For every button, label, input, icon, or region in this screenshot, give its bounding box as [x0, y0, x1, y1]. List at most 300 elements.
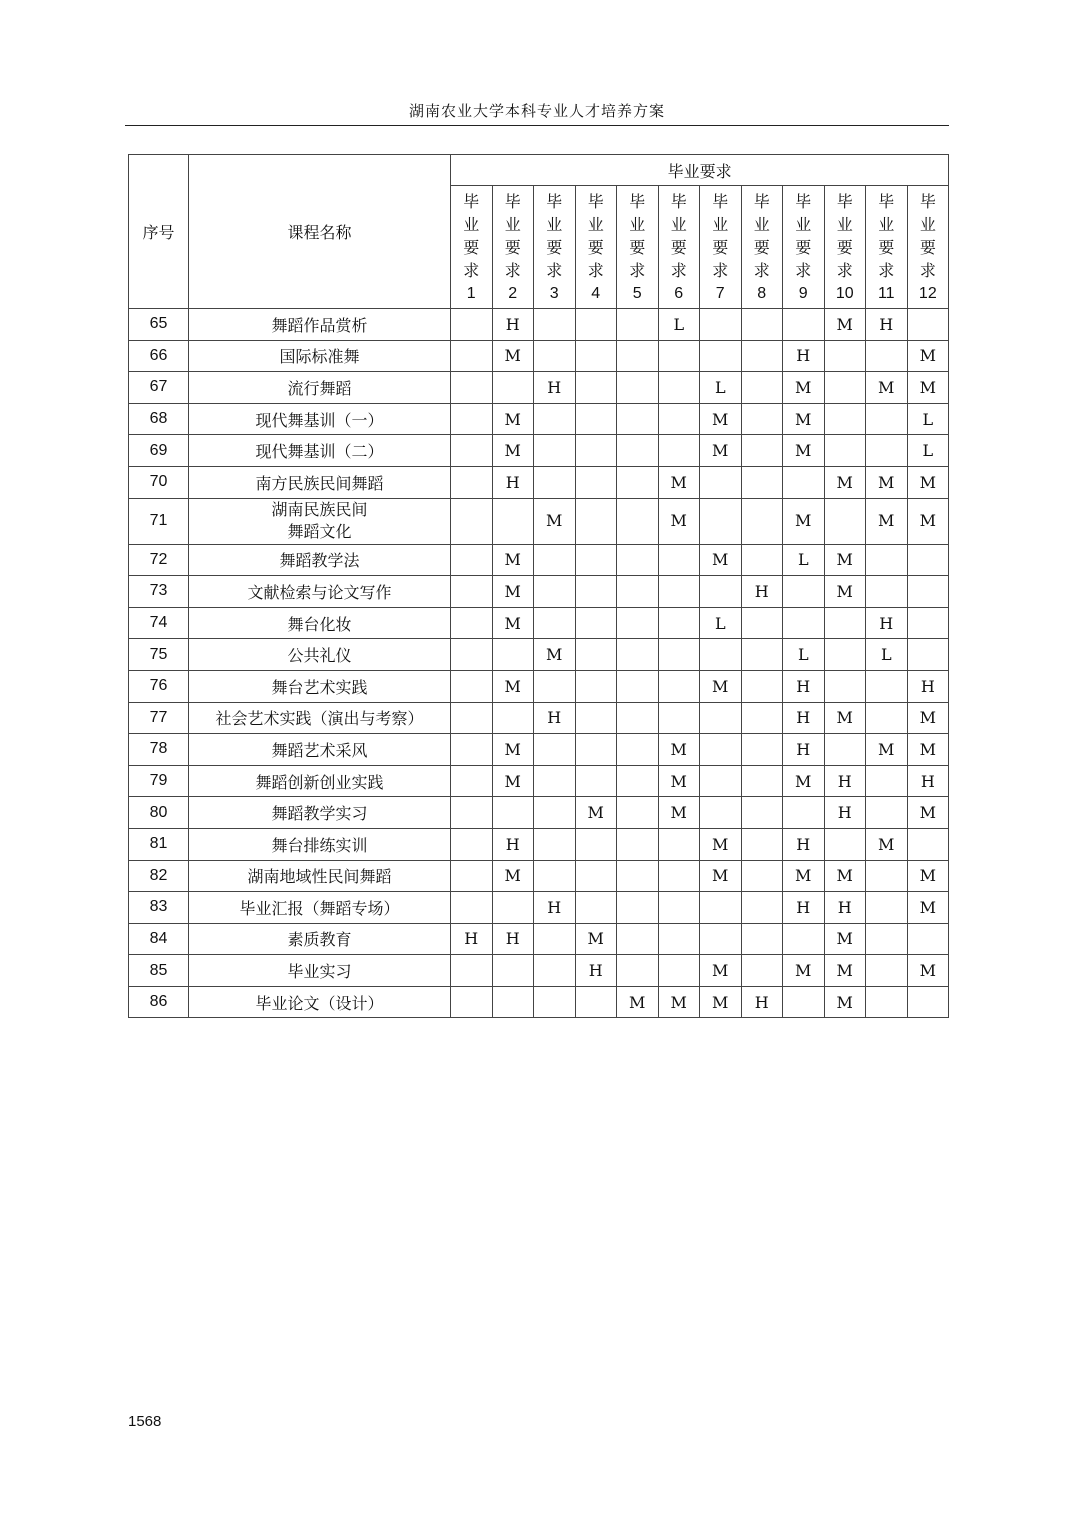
requirement-cell: M — [907, 466, 949, 498]
row-seq: 83 — [129, 892, 189, 924]
requirement-cell — [451, 860, 493, 892]
requirement-cell — [575, 372, 617, 404]
requirement-cell — [492, 892, 534, 924]
header-requirement-9 — [783, 186, 825, 309]
requirement-cell: H — [783, 340, 825, 372]
requirement-cell — [451, 435, 493, 467]
row-course-name — [189, 435, 451, 467]
table-row — [129, 765, 949, 797]
header-requirement-char: 业 — [670, 214, 687, 234]
row-course-name — [189, 892, 451, 924]
requirement-cell: M — [700, 544, 742, 576]
row-seq: 81 — [129, 828, 189, 860]
requirement-cell: H — [907, 765, 949, 797]
header-requirement-char: 要 — [629, 237, 646, 257]
requirement-cell — [783, 607, 825, 639]
header-requirement-number: 7 — [715, 284, 725, 302]
requirement-cell: M — [907, 702, 949, 734]
requirement-cell — [700, 734, 742, 766]
row-seq: 65 — [129, 309, 189, 341]
requirement-cell — [658, 639, 700, 671]
requirement-cell: M — [575, 797, 617, 829]
requirement-cell — [534, 923, 576, 955]
requirement-cell — [617, 639, 659, 671]
requirement-cell — [907, 544, 949, 576]
requirement-cell: M — [658, 498, 700, 544]
header-requirement-10 — [824, 186, 866, 309]
row-seq: 70 — [129, 466, 189, 498]
header-requirement-char: 毕 — [504, 191, 521, 211]
header-requirement-number: 8 — [757, 284, 767, 302]
requirement-cell: M — [658, 765, 700, 797]
requirement-cell — [783, 309, 825, 341]
header-requirement-char: 要 — [753, 237, 770, 257]
requirement-cell — [866, 576, 908, 608]
row-seq: 85 — [129, 955, 189, 987]
header-requirement-char: 要 — [463, 237, 480, 257]
course-name-line: 毕业实习 — [287, 962, 352, 982]
requirement-cell — [451, 466, 493, 498]
requirement-cell — [534, 860, 576, 892]
requirement-cell: H — [575, 955, 617, 987]
requirement-cell — [534, 576, 576, 608]
requirement-cell — [534, 955, 576, 987]
requirement-cell: M — [658, 466, 700, 498]
header-requirement-8 — [741, 186, 783, 309]
requirement-cell — [658, 372, 700, 404]
course-name-line: 毕业论文（设计） — [255, 993, 384, 1013]
requirement-cell — [741, 860, 783, 892]
header-requirement-char: 求 — [504, 260, 521, 280]
requirement-cell — [741, 797, 783, 829]
requirement-cell — [700, 639, 742, 671]
header-requirement-char: 业 — [629, 214, 646, 234]
requirement-cell: M — [824, 576, 866, 608]
row-course-name — [189, 734, 451, 766]
header-requirement-char: 业 — [587, 214, 604, 234]
requirement-cell: H — [534, 892, 576, 924]
requirement-cell — [617, 576, 659, 608]
requirement-cell: M — [534, 498, 576, 544]
requirement-cell — [534, 607, 576, 639]
row-seq: 73 — [129, 576, 189, 608]
requirement-cell — [741, 309, 783, 341]
row-course-name — [189, 466, 451, 498]
header-requirement-number: 6 — [674, 284, 684, 302]
requirement-cell: M — [492, 576, 534, 608]
requirement-cell — [451, 955, 493, 987]
header-requirement-char: 业 — [753, 214, 770, 234]
requirement-cell — [658, 576, 700, 608]
table-row — [129, 544, 949, 576]
requirement-cell — [658, 607, 700, 639]
requirement-cell — [783, 923, 825, 955]
row-seq: 76 — [129, 670, 189, 702]
requirement-cell — [741, 340, 783, 372]
header-requirement-char: 求 — [878, 260, 895, 280]
requirement-cell: M — [700, 986, 742, 1018]
header-requirement-char: 毕 — [670, 191, 687, 211]
requirement-cell — [907, 607, 949, 639]
requirement-cell — [534, 309, 576, 341]
requirement-cell — [451, 892, 493, 924]
course-name-line: 湖南民族民间 — [271, 500, 368, 520]
header-requirement-char: 求 — [712, 260, 729, 280]
header-requirement-char: 毕 — [795, 191, 812, 211]
requirement-cell — [534, 544, 576, 576]
header-requirement-number: 1 — [466, 284, 476, 302]
requirement-cell: L — [783, 544, 825, 576]
header-seq: 序号 — [129, 155, 189, 309]
header-requirement-char: 业 — [546, 214, 563, 234]
running-header: 湖南农业大学本科专业人才培养方案 — [408, 102, 665, 120]
requirement-cell: M — [783, 765, 825, 797]
requirement-cell: M — [492, 340, 534, 372]
requirement-cell: M — [907, 340, 949, 372]
table-row — [129, 828, 949, 860]
requirement-cell: M — [824, 544, 866, 576]
course-name-line: 舞蹈教学法 — [279, 551, 360, 571]
requirement-cell — [492, 797, 534, 829]
requirement-cell — [617, 702, 659, 734]
requirement-cell: M — [866, 828, 908, 860]
requirement-cell — [866, 892, 908, 924]
header-requirement-char: 毕 — [712, 191, 729, 211]
requirement-cell: L — [783, 639, 825, 671]
row-seq: 69 — [129, 435, 189, 467]
requirement-cell — [866, 435, 908, 467]
table-row — [129, 403, 949, 435]
table-row — [129, 466, 949, 498]
table-row — [129, 955, 949, 987]
requirement-cell — [824, 403, 866, 435]
requirement-cell: H — [783, 892, 825, 924]
requirement-cell — [534, 734, 576, 766]
requirement-cell: M — [492, 607, 534, 639]
course-name-line: 南方民族民间舞蹈 — [255, 473, 384, 493]
requirement-cell: M — [700, 403, 742, 435]
course-name-line: 公共礼仪 — [287, 646, 352, 666]
row-course-name — [189, 670, 451, 702]
table-row — [129, 607, 949, 639]
requirement-cell — [866, 340, 908, 372]
requirement-cell — [451, 670, 493, 702]
header-requirement-char: 求 — [670, 260, 687, 280]
requirement-cell: H — [866, 607, 908, 639]
requirement-cell — [783, 797, 825, 829]
requirement-cell — [492, 372, 534, 404]
requirement-cell: H — [866, 309, 908, 341]
requirement-cell — [575, 765, 617, 797]
header-requirement-char: 求 — [546, 260, 563, 280]
header-requirement-char: 求 — [795, 260, 812, 280]
requirement-cell — [824, 670, 866, 702]
course-name-line: 国际标准舞 — [279, 347, 360, 367]
requirement-cell: M — [907, 892, 949, 924]
requirement-cell: H — [492, 466, 534, 498]
requirement-cell — [617, 797, 659, 829]
table-row — [129, 923, 949, 955]
requirement-cell — [741, 435, 783, 467]
requirement-cell: M — [492, 765, 534, 797]
requirement-cell — [534, 435, 576, 467]
requirement-cell — [492, 498, 534, 544]
requirement-cell — [658, 860, 700, 892]
requirement-cell — [866, 702, 908, 734]
requirement-cell — [617, 403, 659, 435]
requirement-cell — [741, 765, 783, 797]
requirement-cell — [617, 828, 659, 860]
requirement-cell — [534, 670, 576, 702]
requirement-cell — [658, 892, 700, 924]
requirement-cell: H — [907, 670, 949, 702]
requirement-cell — [534, 340, 576, 372]
header-requirement-5 — [617, 186, 659, 309]
row-course-name — [189, 544, 451, 576]
header-requirement-number: 5 — [632, 284, 642, 302]
requirement-cell: M — [783, 860, 825, 892]
requirement-cell: M — [824, 986, 866, 1018]
requirement-cell — [907, 828, 949, 860]
row-course-name — [189, 797, 451, 829]
requirement-cell — [824, 498, 866, 544]
requirement-cell — [658, 340, 700, 372]
requirement-cell — [824, 734, 866, 766]
requirement-cell — [866, 923, 908, 955]
requirement-cell: M — [534, 639, 576, 671]
requirement-cell — [866, 544, 908, 576]
requirement-cell: M — [783, 955, 825, 987]
requirement-cell — [617, 765, 659, 797]
requirement-cell — [658, 670, 700, 702]
requirement-cell — [783, 576, 825, 608]
header-requirement-char: 要 — [795, 237, 812, 257]
requirement-cell — [451, 828, 493, 860]
row-course-name — [189, 576, 451, 608]
row-seq: 75 — [129, 639, 189, 671]
requirement-cell — [451, 734, 493, 766]
header-requirement-char: 业 — [878, 214, 895, 234]
header-requirement-char: 要 — [712, 237, 729, 257]
requirement-cell — [575, 986, 617, 1018]
requirement-cell — [492, 986, 534, 1018]
requirement-cell: M — [700, 860, 742, 892]
requirement-cell — [492, 955, 534, 987]
requirement-cell: M — [700, 955, 742, 987]
requirement-cell — [617, 466, 659, 498]
header-requirement-11 — [866, 186, 908, 309]
requirement-cell: M — [617, 986, 659, 1018]
course-name-line: 流行舞蹈 — [287, 378, 352, 398]
requirement-cell: M — [492, 544, 534, 576]
requirement-cell: H — [492, 309, 534, 341]
row-course-name — [189, 403, 451, 435]
header-requirement-number: 4 — [591, 284, 601, 302]
requirement-cell: M — [824, 860, 866, 892]
header-requirement-char: 业 — [836, 214, 853, 234]
requirement-cell: M — [658, 986, 700, 1018]
requirement-cell — [741, 498, 783, 544]
header-requirement-char: 业 — [919, 214, 936, 234]
requirement-cell: M — [492, 435, 534, 467]
header-requirement-char: 毕 — [629, 191, 646, 211]
requirement-cell — [575, 892, 617, 924]
requirement-cell — [907, 639, 949, 671]
requirement-cell — [907, 309, 949, 341]
header-requirement-6 — [658, 186, 700, 309]
header-requirement-char: 毕 — [753, 191, 770, 211]
requirement-cell — [700, 498, 742, 544]
header-requirement-char: 业 — [504, 214, 521, 234]
requirement-cell: M — [907, 860, 949, 892]
requirement-cell: M — [492, 734, 534, 766]
course-name-line: 舞台化妆 — [287, 614, 352, 634]
requirement-cell — [866, 860, 908, 892]
requirement-cell: H — [783, 734, 825, 766]
row-course-name — [189, 607, 451, 639]
requirement-cell: M — [658, 734, 700, 766]
requirement-cell — [783, 986, 825, 1018]
header-requirement-7 — [700, 186, 742, 309]
requirement-cell: M — [824, 955, 866, 987]
header-requirement-char: 毕 — [836, 191, 853, 211]
requirement-cell — [866, 765, 908, 797]
row-course-name — [189, 955, 451, 987]
requirement-cell: M — [907, 372, 949, 404]
table-row — [129, 734, 949, 766]
requirement-cell — [451, 340, 493, 372]
header-requirement-number: 9 — [798, 284, 808, 302]
requirement-cell — [451, 403, 493, 435]
course-name-line: 舞蹈创新创业实践 — [255, 772, 384, 792]
header-requirement-char: 求 — [919, 260, 936, 280]
requirement-cell — [575, 860, 617, 892]
course-name-line: 湖南地域性民间舞蹈 — [247, 867, 392, 887]
header-requirement-char: 毕 — [878, 191, 895, 211]
requirement-cell — [575, 828, 617, 860]
requirement-cell: M — [783, 372, 825, 404]
row-seq: 84 — [129, 923, 189, 955]
requirement-cell — [907, 923, 949, 955]
requirement-cell — [658, 435, 700, 467]
header-course-name: 课程名称 — [189, 155, 451, 309]
requirement-cell — [451, 797, 493, 829]
table-row — [129, 309, 949, 341]
header-requirements-group: 毕业要求 — [451, 155, 949, 186]
course-name-line: 毕业汇报（舞蹈专场） — [239, 898, 400, 918]
requirement-cell — [617, 955, 659, 987]
requirement-cell: M — [700, 828, 742, 860]
requirement-cell — [741, 892, 783, 924]
requirement-cell: H — [824, 765, 866, 797]
row-course-name — [189, 309, 451, 341]
course-name-line: 现代舞基训（一） — [255, 410, 384, 430]
header-requirement-3 — [534, 186, 576, 309]
header-requirement-char: 求 — [463, 260, 480, 280]
requirement-cell — [575, 576, 617, 608]
requirement-cell — [451, 372, 493, 404]
requirement-cell — [617, 498, 659, 544]
header-requirement-number: 10 — [835, 284, 854, 302]
requirement-cell — [741, 734, 783, 766]
header-requirement-char: 要 — [546, 237, 563, 257]
requirement-cell: H — [534, 372, 576, 404]
requirement-cell — [575, 466, 617, 498]
requirement-cell — [700, 765, 742, 797]
row-course-name — [189, 702, 451, 734]
requirement-cell — [741, 828, 783, 860]
course-name-line: 社会艺术实践（演出与考察） — [215, 709, 424, 729]
header-requirement-char: 毕 — [463, 191, 480, 211]
requirement-cell — [617, 860, 659, 892]
requirement-cell: M — [783, 403, 825, 435]
requirement-cell — [617, 309, 659, 341]
table-row — [129, 702, 949, 734]
header-requirement-char: 毕 — [587, 191, 604, 211]
requirement-cell: M — [783, 498, 825, 544]
header-requirement-char: 求 — [587, 260, 604, 280]
row-seq: 72 — [129, 544, 189, 576]
requirement-cell: M — [866, 466, 908, 498]
requirement-cell — [575, 670, 617, 702]
row-course-name — [189, 340, 451, 372]
header-requirement-char: 要 — [504, 237, 521, 257]
table-row — [129, 860, 949, 892]
requirement-cell — [492, 702, 534, 734]
requirement-cell: M — [700, 670, 742, 702]
requirement-cell — [866, 797, 908, 829]
requirement-cell — [907, 986, 949, 1018]
requirement-cell: M — [907, 734, 949, 766]
requirement-cell — [575, 734, 617, 766]
requirement-cell — [534, 466, 576, 498]
requirement-cell — [741, 670, 783, 702]
requirement-cell — [575, 639, 617, 671]
requirement-cell — [824, 340, 866, 372]
requirement-cell: M — [866, 372, 908, 404]
requirement-cell — [575, 702, 617, 734]
row-seq: 67 — [129, 372, 189, 404]
requirement-cell — [741, 702, 783, 734]
requirement-cell: L — [866, 639, 908, 671]
requirement-cell: M — [866, 498, 908, 544]
requirement-cell — [700, 797, 742, 829]
requirement-cell: L — [907, 403, 949, 435]
table-row — [129, 576, 949, 608]
course-name-line: 舞蹈艺术采风 — [271, 740, 368, 760]
requirement-cell: M — [492, 860, 534, 892]
requirement-cell: M — [907, 955, 949, 987]
header-requirement-char: 要 — [836, 237, 853, 257]
requirement-cell — [700, 576, 742, 608]
requirement-cell — [451, 639, 493, 671]
requirement-cell — [451, 309, 493, 341]
requirement-cell — [575, 607, 617, 639]
requirement-cell — [617, 670, 659, 702]
requirement-cell — [824, 372, 866, 404]
header-requirement-number: 3 — [549, 284, 559, 302]
requirement-cell — [617, 734, 659, 766]
requirement-cell — [824, 828, 866, 860]
requirement-cell — [534, 828, 576, 860]
row-course-name — [189, 498, 451, 544]
row-course-name — [189, 828, 451, 860]
header-requirement-char: 要 — [670, 237, 687, 257]
table-row — [129, 892, 949, 924]
header-requirement-4 — [575, 186, 617, 309]
header-requirement-char: 要 — [587, 237, 604, 257]
row-seq: 80 — [129, 797, 189, 829]
